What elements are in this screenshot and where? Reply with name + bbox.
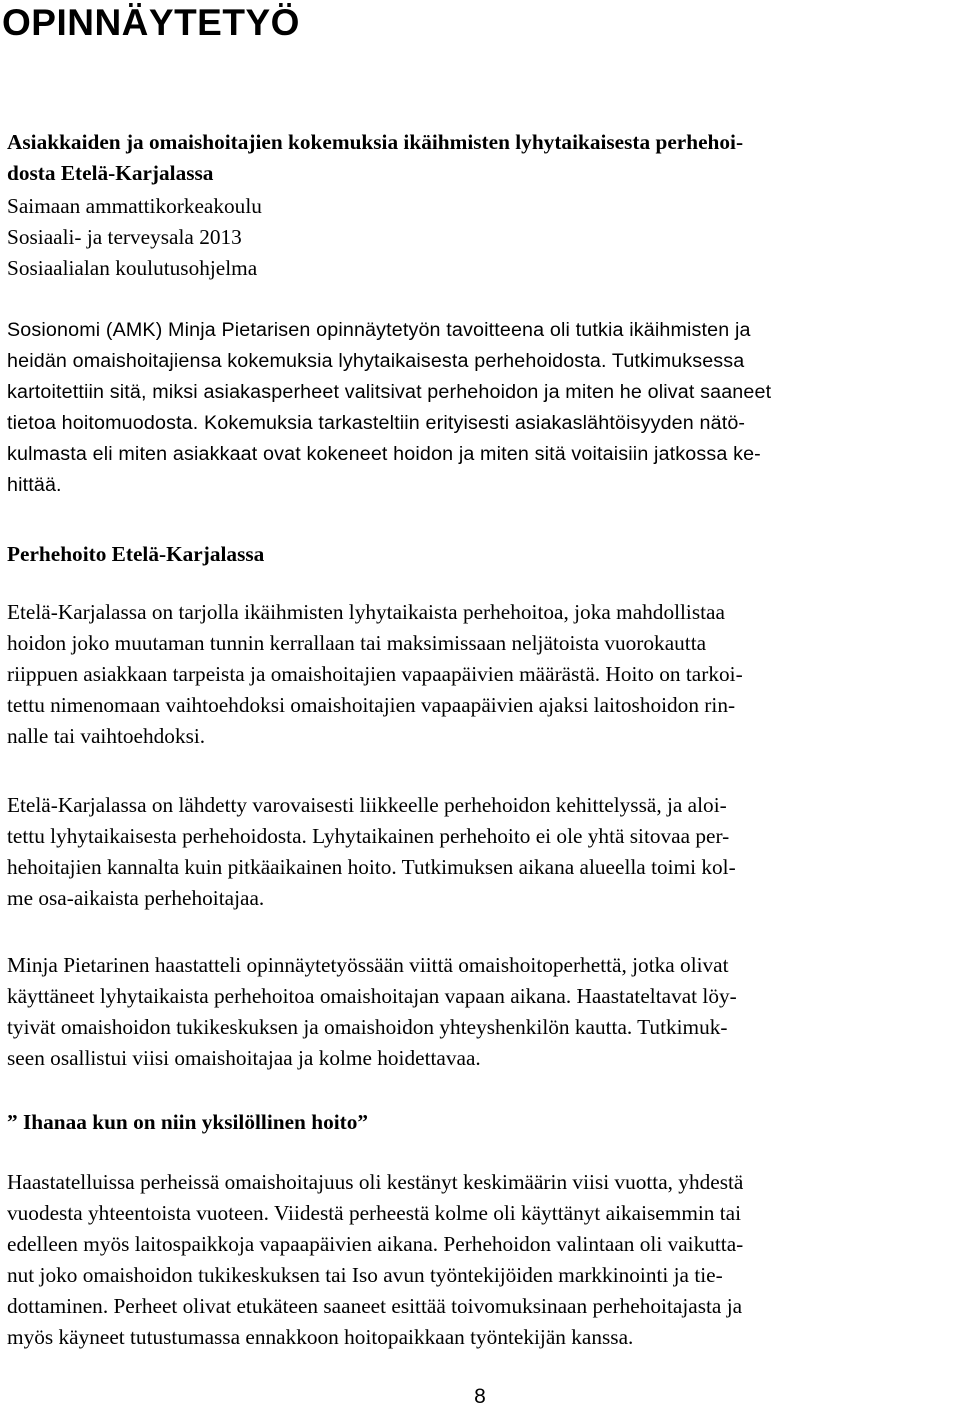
paragraph-line: nut joko omaishoidon tukikeskuksen tai Iso avun työntekijöiden markkinointi ja tie-: [7, 1263, 723, 1287]
page-number: 8: [474, 1385, 486, 1408]
section-heading-text: ” Ihanaa kun on niin yksilöllinen hoito”: [7, 1110, 369, 1134]
paragraph-line: seen osallistui viisi omaishoitajaa ja kolme hoidettavaa.: [7, 1046, 481, 1070]
abstract-paragraph: [7, 315, 959, 501]
institution-line: Saimaan ammattikorkeakoulu: [7, 194, 262, 218]
thesis-meta: [7, 191, 959, 284]
paragraph-line: edelleen myös laitospaikkoja vapaapäivien aikana. Perhehoidon valintaan oli vaikutta-: [7, 1232, 744, 1256]
title-line: Asiakkaiden ja omaishoitajien kokemuksia ikäihmisten lyhytaikaisesta perhehoi-: [7, 130, 744, 154]
paragraph-line: myös käyneet tutustumassa ennakkoon hoitopaikkaan työntekijän kanssa.: [7, 1325, 634, 1349]
paragraph: [7, 1167, 959, 1353]
paragraph: [7, 790, 959, 914]
paragraph-line: Haastatelluissa perheissä omaishoitajuus oli kestänyt keskimäärin viisi vuotta, yhdestä: [7, 1170, 744, 1194]
abstract-line: tietoa hoitomuodosta. Kokemuksia tarkasteltiin erityisesti asiakaslähtöisyyden nätö-: [7, 412, 746, 434]
section-heading-text: Perhehoito Etelä-Karjalassa: [7, 542, 265, 566]
paragraph-line: nalle tai vaihtoehdoksi.: [7, 724, 206, 748]
paragraph-line: tyivät omaishoidon tukikeskuksen ja omaishoidon yhteyshenkilön kautta. Tutkimuk-: [7, 1015, 728, 1039]
abstract-line: kulmasta eli miten asiakkaat ovat kokeneet hoidon ja miten sitä voitaisiin jatkossa ke-: [7, 443, 761, 465]
paragraph-line: Minja Pietarinen haastatteli opinnäytetyössään viittä omaishoitoperhettä, jotka olivat: [7, 953, 729, 977]
abstract-line: heidän omaishoitajiensa kokemuksia lyhytaikaisesta perhehoidosta. Tutkimuksessa: [7, 350, 745, 372]
paragraph-line: dottaminen. Perheet olivat etukäteen saaneet esittää toivomuksinaan perhehoitajasta ja: [7, 1294, 743, 1318]
paragraph-line: Etelä-Karjalassa on tarjolla ikäihmisten lyhytaikaista perhehoitoa, joka mahdollistaa: [7, 600, 725, 624]
abstract-line: kartoitettiin sitä, miksi asiakasperheet valitsivat perhehoidon ja miten he olivat saaneet: [7, 381, 772, 403]
paragraph-line: Etelä-Karjalassa on lähdetty varovaisesti liikkeelle perhehoidon kehittelyssä, ja aloi-: [7, 793, 727, 817]
paragraph-line: käyttäneet lyhytaikaista perhehoitoa omaishoitajan vapaan aikana. Haastateltavat löy-: [7, 984, 737, 1008]
document-heading: OPINNÄYTETYÖ: [2, 2, 300, 43]
paragraph: [7, 950, 959, 1074]
paragraph-line: me osa-aikaista perhehoitajaa.: [7, 886, 265, 910]
paragraph-line: tettu lyhytaikaisesta perhehoidosta. Lyhytaikainen perhehoito ei ole yhtä sitovaa per-: [7, 824, 730, 848]
title-line: dosta Etelä-Karjalassa: [7, 161, 214, 185]
paragraph-line: vuodesta yhteentoista vuoteen. Viidestä perheestä kolme oli käyttänyt aikaisemmin tai: [7, 1201, 742, 1225]
paragraph-line: tettu nimenomaan vaihtoehdoksi omaishoitajien vapaapäivien ajaksi laitoshoidon rin-: [7, 693, 736, 717]
paragraph: [7, 597, 959, 752]
abstract-line: Sosionomi (AMK) Minja Pietarisen opinnäytetyön tavoitteena oli tutkia ikäihmisten ja: [7, 319, 751, 341]
abstract-line: hittää.: [7, 474, 62, 496]
programme-line: Sosiaalialan koulutusohjelma: [7, 256, 258, 280]
paragraph-line: hehoitajien kannalta kuin pitkäaikainen hoito. Tutkimuksen aikana alueella toimi kol-: [7, 855, 736, 879]
section-heading: [7, 539, 959, 570]
paragraph-line: hoidon joko muutaman tunnin kerrallaan tai maksimissaan neljätoista vuorokautta: [7, 631, 707, 655]
thesis-title: [7, 127, 959, 189]
paragraph-line: riippuen asiakkaan tarpeista ja omaishoitajien vapaapäivien määrästä. Hoito on tarkoi-: [7, 662, 743, 686]
section-heading: [7, 1107, 959, 1138]
field-year-line: Sosiaali- ja terveysala 2013: [7, 225, 242, 249]
